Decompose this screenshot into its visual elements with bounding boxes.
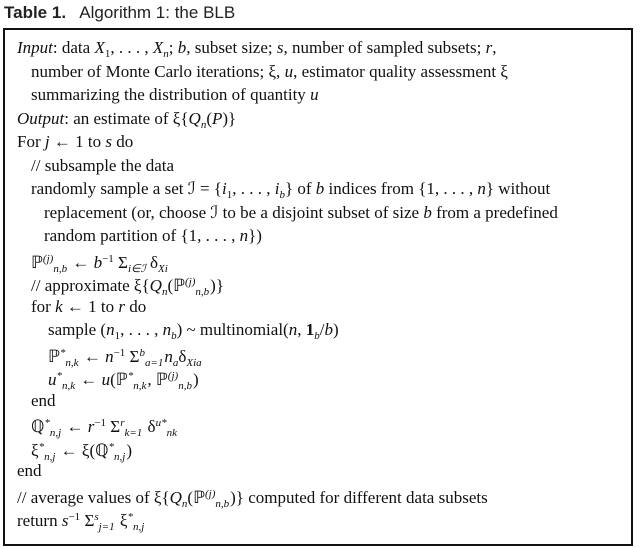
superscript: r (120, 417, 125, 429)
math-text: replacement (or, choose ℐ to be a disjoint subset of size (44, 202, 424, 222)
math-script (185, 276, 210, 298)
algorithm-line (17, 107, 236, 130)
math-text: , . . . , (110, 38, 153, 57)
algorithm-line (31, 248, 168, 275)
math-text: ) ~ multinomial( (176, 320, 289, 339)
algorithm-line (31, 436, 133, 463)
math-text: −1 (113, 346, 126, 359)
math-text: Q (149, 276, 162, 295)
subscript: n,b (178, 380, 192, 392)
math-text: n (106, 320, 115, 339)
math-text: i∈ℐ (127, 262, 146, 275)
algorithm-line (31, 389, 56, 412)
subscript: n,k (65, 356, 79, 369)
math-text: ← (79, 346, 106, 366)
algorithm-line (48, 318, 339, 341)
math-text: r (118, 296, 125, 316)
algorithm-line (31, 83, 319, 106)
math-text: i (221, 179, 227, 198)
math-text: , . . . , (232, 179, 275, 198)
math-text: u (284, 61, 294, 81)
math-text: s (105, 132, 112, 151)
math-text: ) (332, 320, 339, 339)
math-script (155, 417, 177, 439)
math-text: −1 (94, 417, 107, 429)
math-text: 1 (305, 320, 315, 339)
math-text: (ℙ (167, 276, 186, 295)
superscript: b (139, 346, 145, 359)
math-text: , ℙ (147, 370, 168, 389)
math-script (42, 252, 68, 275)
math-text: , number of sampled subsets; (283, 38, 486, 57)
subscript: a=1 (144, 356, 164, 369)
math-text: // subsample the data (31, 155, 175, 175)
math-text: b (314, 330, 320, 342)
math-text: n (239, 226, 249, 245)
math-text: n (288, 320, 298, 339)
algorithm-line (31, 412, 178, 439)
math-text: ξ (115, 511, 128, 530)
math-text: ; (168, 38, 178, 57)
superscript: (j) (205, 487, 216, 500)
math-text: r (87, 417, 95, 436)
math-text: ξ (31, 440, 39, 460)
algorithm-box (3, 28, 633, 546)
math-text: : an estimate of ξ{ (64, 108, 189, 128)
math-script (56, 370, 76, 392)
math-text: n (477, 179, 486, 198)
math-text: r (485, 38, 493, 57)
math-text: n (181, 497, 188, 510)
algorithm-line (31, 271, 224, 298)
math-text: ) (126, 440, 133, 460)
math-text: a (172, 356, 179, 369)
algorithm-line (48, 365, 199, 392)
algorithm-line (31, 177, 550, 200)
superscript: * (127, 511, 133, 523)
algorithm-line (17, 130, 133, 153)
math-text: , (492, 38, 497, 57)
math-text: n (161, 286, 168, 298)
math-text: ) (192, 370, 199, 389)
math-text: ← (76, 370, 102, 389)
math-text: Σ (113, 252, 128, 272)
math-text: n (200, 118, 207, 131)
superscript: u* (155, 417, 167, 429)
math-text: 1 (114, 330, 121, 342)
math-text: b (315, 179, 325, 198)
math-text: b (279, 189, 285, 201)
math-script (44, 417, 62, 439)
math-text: n (105, 346, 114, 366)
math-script (127, 511, 145, 533)
superscript: * (127, 370, 134, 382)
math-text: end (31, 390, 56, 410)
math-text: do (111, 132, 134, 151)
math-text: X (152, 38, 164, 57)
math-text: δ (145, 252, 159, 272)
superscript: * (44, 417, 50, 429)
math-script (120, 417, 143, 439)
superscript: (j) (42, 252, 54, 265)
math-text: −1 (68, 511, 81, 523)
math-text: // average values of ξ{ (17, 487, 170, 507)
math-text: } of (284, 179, 316, 198)
math-text: )} computed for different data subsets (230, 487, 488, 507)
math-text: ia (193, 356, 202, 369)
math-text: ← (68, 252, 94, 272)
math-text: (ℙ (110, 370, 128, 389)
math-text: X (158, 262, 165, 275)
math-text: X (94, 38, 105, 57)
math-text: ← 1 to (49, 132, 106, 151)
subscript: k=1 (124, 427, 143, 439)
math-text: random partition of {1, . . . , (44, 226, 240, 245)
math-text: }) (248, 226, 262, 245)
superscript: (j) (167, 370, 179, 382)
caption-label: Table 1. (4, 3, 67, 22)
math-text: ℙ (31, 252, 43, 272)
math-text: b (171, 330, 177, 342)
math-text: Σ (125, 346, 140, 366)
math-text: randomly sample a set ℐ = { (31, 179, 222, 198)
math-text: : data (52, 38, 95, 57)
math-text: (ℙ (187, 487, 205, 507)
math-text: number of Monte Carlo iterations; ξ, (31, 61, 285, 81)
subscript: n,j (114, 450, 126, 463)
subscript: n,b (215, 497, 230, 510)
math-text: // approximate ξ{ (31, 276, 150, 295)
math-text: indices from {1, . . . , (324, 179, 478, 198)
subscript: n,j (44, 450, 56, 463)
subscript: n,k (133, 380, 147, 392)
math-script (59, 346, 79, 369)
math-text: from a predefined (431, 202, 558, 222)
caption-title: Algorithm 1: the BLB (79, 3, 236, 22)
math-text: b (177, 38, 187, 57)
math-text: , estimator quality assessment ξ (293, 61, 508, 81)
math-text: b (324, 320, 333, 339)
subscript: n,k (62, 380, 76, 392)
math-text: )} (222, 108, 237, 128)
superscript: * (108, 440, 115, 453)
math-text: Q (169, 487, 182, 507)
math-text: s (61, 511, 69, 530)
math-text: ← ξ(ℚ (56, 440, 109, 460)
math-text: , (297, 320, 306, 339)
math-text: b (423, 202, 432, 222)
algorithm-line (17, 36, 496, 59)
math-text: δ (143, 417, 156, 436)
math-text: / (319, 320, 325, 339)
math-text: summarizing the distribution of quantity (31, 85, 311, 104)
math-text: X (186, 356, 194, 369)
table-caption (4, 3, 235, 23)
math-text: , . . . , (120, 320, 163, 339)
math-text: For (17, 132, 45, 151)
math-script (127, 370, 147, 392)
math-text: δ (178, 346, 187, 366)
math-text: Output (17, 108, 65, 128)
math-text: k (55, 296, 63, 316)
subscript: nk (166, 427, 177, 439)
math-text: ← (62, 417, 88, 436)
math-text: −1 (102, 252, 114, 265)
math-text: end (17, 461, 42, 480)
math-text: b (93, 252, 103, 272)
math-text: n (164, 346, 173, 366)
math-script (94, 511, 115, 533)
math-text: 1 (226, 189, 233, 201)
math-text: } without (485, 179, 551, 198)
algorithm-line (31, 295, 146, 318)
math-script (38, 440, 56, 463)
math-text: ← 1 to (62, 296, 119, 316)
math-text: Σ (80, 511, 95, 530)
math-text: i (274, 179, 280, 198)
algorithm-line (48, 342, 202, 369)
math-script (167, 370, 192, 392)
math-text: i (164, 262, 168, 275)
algorithm-line (44, 224, 262, 247)
math-text: ℚ (31, 417, 45, 436)
math-text: 1 (104, 48, 111, 60)
math-text: Σ (106, 417, 121, 436)
algorithm-line (17, 459, 42, 482)
math-script (139, 346, 164, 369)
math-script (108, 440, 126, 463)
superscript: * (56, 370, 62, 382)
algorithm-line (17, 483, 488, 510)
math-text: Input (17, 38, 53, 57)
math-text: u (310, 85, 319, 104)
subscript: n,b (53, 262, 68, 275)
math-text: )} (210, 276, 224, 295)
subscript: j=1 (98, 521, 115, 533)
math-text: ( (206, 108, 212, 128)
algorithm-line (31, 154, 174, 177)
math-text: j (44, 132, 50, 151)
superscript: * (59, 346, 66, 359)
algorithm-line (44, 201, 558, 224)
math-script (205, 487, 230, 510)
algorithm-line (31, 60, 508, 83)
subscript: n,b (195, 286, 210, 298)
subscript: n,j (132, 521, 145, 533)
math-text: n (163, 48, 169, 60)
math-text: ℙ (48, 346, 60, 366)
math-text: u (48, 370, 57, 389)
math-text: u (101, 370, 111, 389)
algorithm-line (17, 506, 145, 533)
math-text: Q (188, 108, 201, 128)
subscript: n,j (49, 427, 62, 439)
superscript: (j) (185, 276, 196, 288)
math-text: , subset size; (186, 38, 277, 57)
math-text: for (31, 296, 56, 316)
math-text: sample ( (48, 320, 107, 339)
superscript: * (38, 440, 45, 453)
math-text: do (124, 296, 147, 316)
math-text: n (162, 320, 172, 339)
math-text: return (17, 511, 62, 530)
superscript: s (94, 511, 99, 523)
math-text: P (212, 108, 223, 128)
math-text: s (276, 38, 284, 57)
